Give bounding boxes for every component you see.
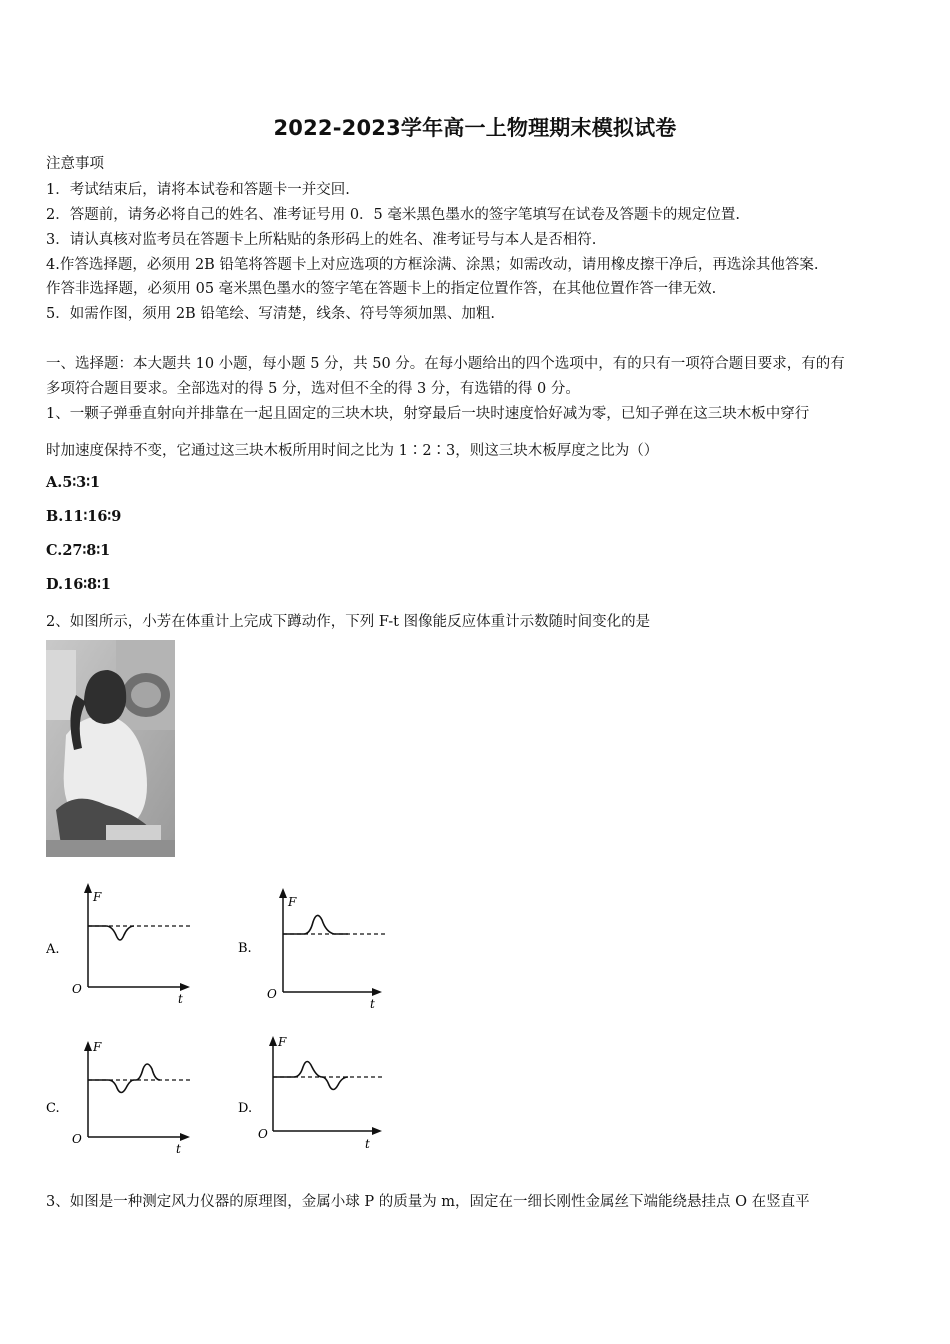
q1-option-a: A.5∶3∶1 bbox=[46, 474, 101, 491]
t-axis-arrow-icon bbox=[180, 983, 190, 991]
graph-a-label: A. bbox=[46, 942, 60, 957]
origin-label: O bbox=[258, 1127, 268, 1141]
notice-item: 5．如需作图，须用 2B 铅笔绘、写清楚，线条、符号等须加黑、加粗. bbox=[46, 306, 495, 322]
t-axis-arrow-icon bbox=[372, 988, 382, 996]
f-axis-arrow-icon bbox=[84, 883, 92, 893]
question-2-text: 2、如图所示，小芳在体重计上完成下蹲动作，下列 F-t 图像能反应体重计示数随时间变化的是 bbox=[46, 614, 651, 630]
graph-d-label: D. bbox=[238, 1101, 253, 1116]
f-label: F bbox=[288, 895, 297, 909]
f-label: F bbox=[93, 890, 102, 904]
origin-label: O bbox=[72, 982, 82, 996]
notice-item: 3．请认真核对监考员在答题卡上所粘贴的条形码上的姓名、准考证号与本人是否相符. bbox=[46, 232, 597, 248]
graph-option-b bbox=[238, 880, 393, 1020]
t-label: t bbox=[365, 1137, 370, 1151]
question-1-text: 时加速度保持不变，它通过这三块木板所用时间之比为 1∶2∶3，则这三块木板厚度之比为（） bbox=[46, 443, 659, 459]
f-axis-arrow-icon bbox=[269, 1036, 277, 1046]
f-label: F bbox=[93, 1040, 102, 1054]
question-3-text: 3、如图是一种测定风力仪器的原理图，金属小球 P 的质量为 m，固定在一细长刚性金属丝下端能绕悬挂点 O 在竖直平 bbox=[46, 1194, 810, 1210]
notice-heading: 注意事项 bbox=[46, 156, 104, 172]
t-label: t bbox=[178, 992, 183, 1006]
page-title: 2022-2023学年高一上物理期末模拟试卷 bbox=[273, 116, 677, 140]
graph-option-c bbox=[46, 1035, 196, 1165]
f-axis-arrow-icon bbox=[84, 1041, 92, 1051]
f-label: F bbox=[278, 1035, 287, 1049]
graph-option-a bbox=[46, 875, 196, 1015]
girl-on-scale-photo bbox=[46, 640, 175, 857]
notice-item: 2．答题前，请务必将自己的姓名、准考证号用 0．5 毫米黑色墨水的签字笔填写在试卷及答题卡的规定位置. bbox=[46, 207, 740, 223]
t-axis-arrow-icon bbox=[180, 1133, 190, 1141]
graph-b-label: B. bbox=[238, 941, 252, 956]
section-instructions: 一、选择题：本大题共 10 小题，每小题 5 分，共 50 分。在每小题给出的四个选项中，有的只有一项符合题目要求，有的有 bbox=[46, 356, 845, 372]
force-curve bbox=[88, 1064, 160, 1093]
notice-item: 1．考试结束后，请将本试卷和答题卡一并交回. bbox=[46, 182, 350, 198]
question-1-text: 1、一颗子弹垂直射向并排靠在一起且固定的三块木块，射穿最后一块时速度恰好减为零，已知子弹在这三块木板中穿行 bbox=[46, 406, 810, 422]
origin-label: O bbox=[72, 1132, 82, 1146]
section-instructions: 多项符合题目要求。全部选对的得 5 分，选对但不全的得 3 分，有选错的得 0 分。 bbox=[46, 381, 580, 397]
graph-option-d bbox=[238, 1032, 388, 1162]
t-axis-arrow-icon bbox=[372, 1127, 382, 1135]
graph-c-label: C. bbox=[46, 1101, 60, 1116]
q1-option-d: D.16∶8∶1 bbox=[46, 576, 112, 593]
q1-option-c: C.27∶8∶1 bbox=[46, 542, 111, 559]
q1-option-b: B.11∶16∶9 bbox=[46, 508, 122, 525]
notice-item: 作答非选择题，必须用 05 毫米黑色墨水的签字笔在答题卡上的指定位置作答，在其他位置作答一律无效. bbox=[46, 281, 717, 297]
notice-item: 4.作答选择题，必须用 2B 铅笔将答题卡上对应选项的方框涂满、涂黑；如需改动，请用橡皮擦干净后，再选涂其他答案. bbox=[46, 257, 819, 273]
f-axis-arrow-icon bbox=[279, 888, 287, 898]
t-label: t bbox=[370, 997, 375, 1011]
t-label: t bbox=[176, 1142, 181, 1156]
force-curve bbox=[273, 1062, 348, 1090]
force-curve bbox=[283, 915, 348, 934]
origin-label: O bbox=[267, 987, 277, 1001]
force-curve bbox=[88, 926, 134, 940]
